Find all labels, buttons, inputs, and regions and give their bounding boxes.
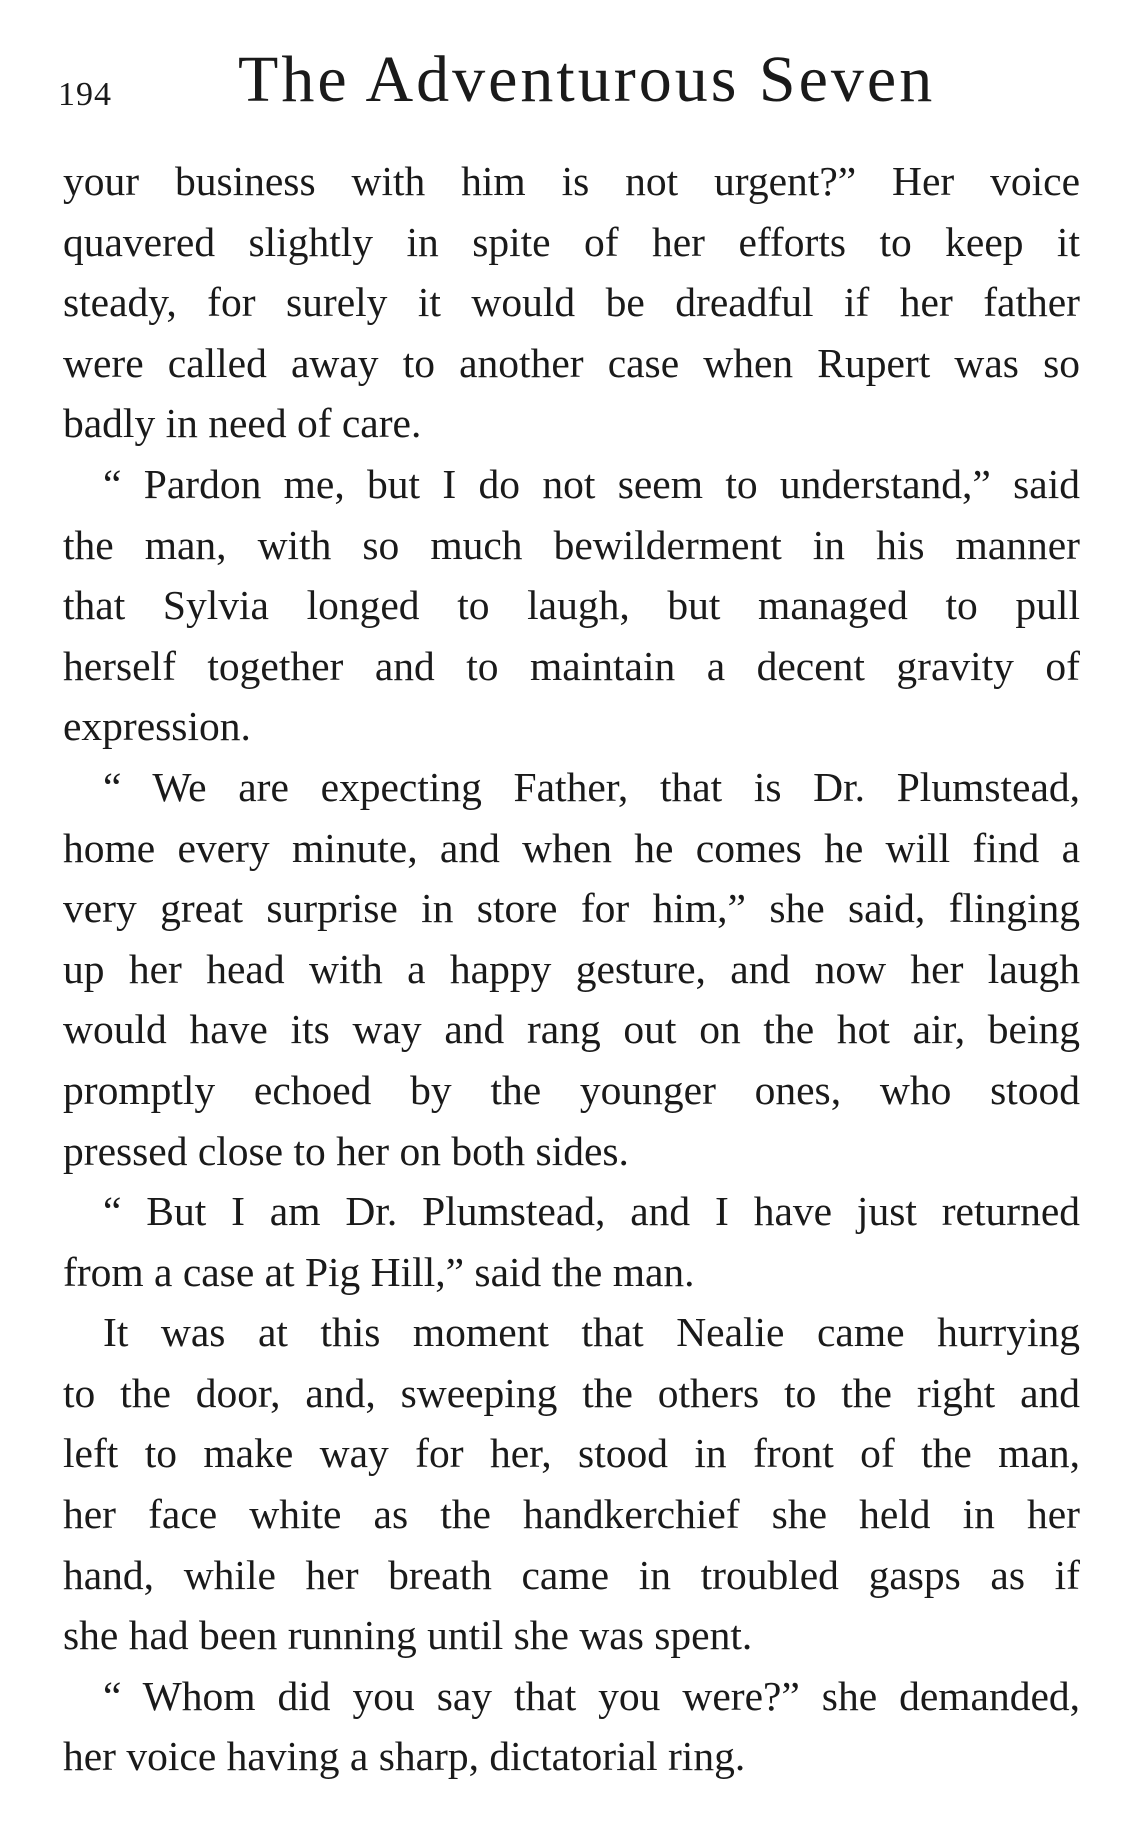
page-number: 194 bbox=[58, 76, 112, 113]
text-line: “ Pardon me, but I do not seem to understand,” said bbox=[103, 460, 1080, 507]
text-line: to the door, and, sweeping the others to the right and bbox=[63, 1369, 1080, 1416]
text-line: pressed close to her on both sides. bbox=[63, 1127, 629, 1174]
text-line: “ We are expecting Father, that is Dr. Plumstead, bbox=[103, 763, 1080, 810]
text-line: left to make way for her, stood in front of the man, bbox=[63, 1430, 1080, 1477]
text-line: steady, for surely it would be dreadful if her father bbox=[63, 279, 1080, 326]
text-line: home every minute, and when he comes he will find a bbox=[63, 824, 1080, 871]
text-line: the man, with so much bewilderment in his manner bbox=[63, 521, 1080, 568]
text-line: It was at this moment that Nealie came hurrying bbox=[103, 1309, 1080, 1356]
text-line: your business with him is not urgent?” Her voice bbox=[63, 158, 1080, 204]
text-line: up her head with a happy gesture, and now her laugh bbox=[63, 945, 1080, 992]
text-line: from a case at Pig Hill,” said the man. bbox=[63, 1248, 695, 1295]
text-line: promptly echoed by the younger ones, who stood bbox=[63, 1066, 1080, 1113]
text-line: hand, while her breath came in troubled gasps as if bbox=[63, 1551, 1080, 1598]
text-line: very great surprise in store for him,” she said, flinging bbox=[63, 885, 1080, 932]
text-line: were called away to another case when Rupert was so bbox=[63, 339, 1080, 386]
body-text bbox=[63, 151, 1080, 1787]
text-line: would have its way and rang out on the hot air, being bbox=[63, 1006, 1080, 1053]
text-line: expression. bbox=[63, 703, 251, 750]
text-line: badly in need of care. bbox=[63, 400, 422, 447]
text-line: she had been running until she was spent. bbox=[63, 1612, 753, 1659]
page-header bbox=[58, 36, 1088, 126]
text-line: her face white as the handkerchief she held in her bbox=[63, 1491, 1080, 1538]
running-title: The Adventurous Seven bbox=[238, 43, 936, 116]
text-line: quavered slightly in spite of her efforts to keep it bbox=[63, 218, 1080, 265]
text-line: that Sylvia longed to laugh, but managed to pull bbox=[63, 582, 1080, 629]
text-line: “ But I am Dr. Plumstead, and I have just returned bbox=[103, 1188, 1080, 1235]
text-line: herself together and to maintain a decent gravity of bbox=[63, 642, 1080, 689]
text-line: “ Whom did you say that you were?” she demanded, bbox=[103, 1672, 1080, 1719]
text-line: her voice having a sharp, dictatorial ring. bbox=[63, 1733, 746, 1780]
